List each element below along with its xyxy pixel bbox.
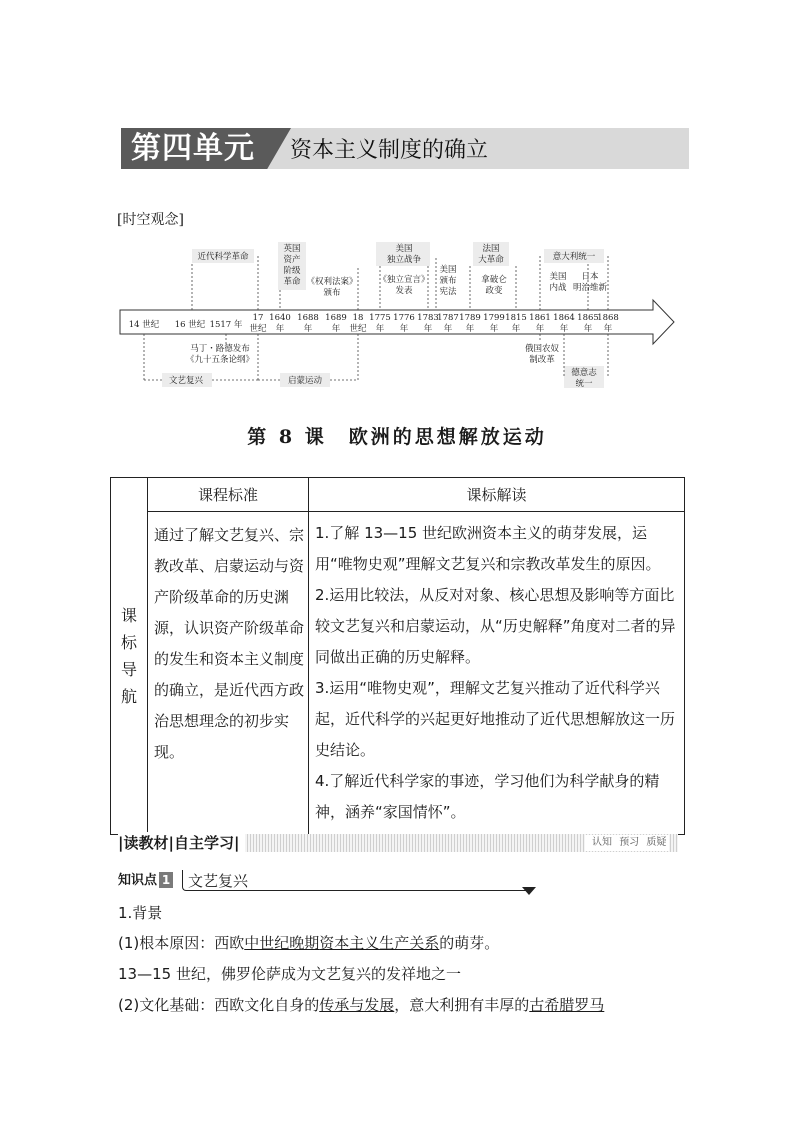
tag-question: 质疑 (646, 837, 667, 848)
axis-label: 年 (559, 324, 569, 334)
event-label: 政变 (485, 286, 503, 296)
event-label: 英国 (283, 244, 301, 254)
underlined-text: 中世纪晚期 (244, 934, 320, 952)
unit-title: 资本主义制度的确立 (290, 138, 489, 163)
event-label: 颁布 (439, 276, 457, 286)
event-label: 美国 (439, 265, 457, 275)
lesson-title: 第 8 课 欧洲的思想解放运动 (247, 426, 547, 448)
axis-label: 16 世纪 (174, 320, 206, 330)
unit-label: 第四单元 (131, 131, 255, 166)
axis-label: 年 (399, 324, 409, 334)
axis-label: 1864 (553, 313, 575, 323)
knowledge-point-text: 知识点 (118, 873, 158, 888)
side-label-char: 航 (120, 687, 137, 706)
axis-label: 1868 (597, 313, 619, 323)
axis-label: 年 (375, 324, 385, 334)
text-span: 的萌芽。 (439, 934, 500, 952)
event-label: 美国 (395, 244, 413, 254)
axis-label: 年 (511, 324, 521, 334)
event-label: 美国 (549, 272, 567, 282)
event-label: 资产 (283, 255, 301, 265)
underlined-text: 古希腊罗马 (529, 996, 605, 1014)
axis-label: 年 (275, 324, 285, 334)
event-label: 马丁・路德发布 (190, 344, 250, 354)
axis-label: 1799 (483, 313, 505, 323)
tag-recognize: 认知 (592, 837, 612, 848)
text-span: (2)文化基础：西欧文化自身的 (118, 996, 320, 1014)
event-label: 大革命 (478, 255, 504, 265)
read-tags (585, 835, 669, 851)
course-guide-table (110, 477, 685, 835)
reading-item: 2.运用比较法，从反对对象、核心思想及影响等方面比较文艺复兴和启蒙运动，从“历史解释”角度对二者的异同做出正确的历史解释。 (315, 586, 676, 666)
knowledge-point-underline (188, 890, 526, 891)
underlined-text: 资本主义生产关系 (319, 934, 440, 952)
axis-label: 年 (465, 324, 475, 334)
axis-label: 1688 (297, 313, 319, 323)
axis-label: 年 (603, 324, 613, 334)
event-label: 宪法 (439, 287, 457, 297)
event-label: 近代科学革命 (197, 252, 249, 262)
axis-label: 年 (535, 324, 545, 334)
axis-label: 18 (352, 313, 364, 323)
axis-label: 1865 (577, 313, 599, 323)
event-label: 发表 (395, 286, 413, 296)
triangle-icon (522, 887, 536, 895)
event-label: 德意志 (571, 368, 597, 378)
standard-text: 通过了解文艺复兴、宗教改革、启蒙运动与资产阶级革命的历史渊源，认识资产阶级革命的发生和资本主义制度的确立，是近代西方政治思想理念的初步实现。 (148, 512, 309, 835)
underlined-text: 传承与发展 (319, 996, 395, 1014)
event-label: 拿破仑 (481, 275, 507, 285)
reading-cell (309, 512, 685, 835)
side-label-char: 标 (120, 633, 137, 652)
event-label: 革命 (283, 277, 301, 287)
axis-label: 1640 (269, 313, 291, 323)
knowledge-point-title: 文艺复兴 (188, 872, 249, 890)
body-line (118, 994, 604, 1016)
axis-label: 1689 (325, 313, 347, 323)
axis-label: 年 (423, 324, 433, 334)
axis-label: 1861 (529, 313, 551, 323)
axis-label: 1783 (417, 313, 439, 323)
side-label-char: 导 (120, 660, 137, 679)
read-bar-label: |读教材|自主学习| (118, 832, 245, 854)
axis-label: 年 (303, 324, 313, 334)
event-label: 俄国农奴 (524, 344, 560, 354)
event-label: 内战 (549, 283, 567, 293)
axis-label: 年 (443, 324, 453, 334)
reading-item: 4.了解近代科学家的事迹，学习他们为科学献身的精神，涵养“家国情怀”。 (315, 772, 660, 821)
body-line: 13—15 世纪，佛罗伦萨成为文艺复兴的发祥地之一 (118, 965, 461, 983)
event-label: 《独立宣言》 (378, 275, 430, 285)
knowledge-point-number: 1 (159, 872, 173, 888)
event-label: 阶级 (283, 266, 301, 276)
axis-label: 1776 (393, 313, 415, 323)
event-label: 法国 (482, 244, 500, 254)
text-span: (1)根本原因：西欧 (118, 934, 245, 952)
axis-label: 1787 (437, 313, 459, 323)
axis-label: 年 (489, 324, 499, 334)
side-label-cell (111, 478, 148, 835)
axis-label: 1789 (459, 313, 481, 323)
axis-label: 1517 年 (209, 320, 243, 330)
section-tag: [时空观念] (117, 212, 184, 228)
header-reading: 课标解读 (309, 478, 685, 512)
event-label: 统一 (575, 379, 593, 388)
axis-label: 世纪 (349, 324, 367, 334)
axis-label: 17 (252, 313, 264, 323)
event-label: 文艺复兴 (168, 376, 204, 386)
body-line (118, 932, 499, 954)
axis-label: 14 世纪 (128, 320, 160, 330)
axis-label: 世纪 (249, 324, 267, 334)
knowledge-point-label (118, 872, 173, 890)
tag-preview: 预习 (619, 837, 640, 848)
axis-label: 年 (583, 324, 593, 334)
axis-label: 1775 (369, 313, 391, 323)
side-label-char: 课 (120, 606, 137, 625)
event-label: 启蒙运动 (287, 376, 323, 386)
reading-item: 3.运用“唯物史观”，理解文艺复兴推动了近代科学兴起，近代科学的兴起更好地推动了近代思想解放这一历史结论。 (315, 679, 676, 759)
timeline-diagram (118, 238, 678, 388)
event-label: 日本 (581, 272, 599, 282)
event-label: 《九十五条论纲》 (185, 355, 255, 365)
event-label: 明治维新 (572, 283, 608, 293)
text-span: ，意大利拥有丰厚的 (394, 996, 530, 1014)
event-label: 独立战争 (386, 255, 422, 265)
event-label: 颁布 (323, 288, 341, 298)
axis-label: 年 (331, 324, 341, 334)
header-standard: 课程标准 (148, 478, 309, 512)
body-heading: 1.背景 (118, 904, 163, 922)
event-label: 《权利法案》 (306, 277, 358, 287)
event-label: 意大利统一 (552, 252, 596, 262)
event-label: 制改革 (529, 355, 555, 365)
axis-label: 1815 (505, 313, 527, 323)
reading-item: 1.了解 13—15 世纪欧洲资本主义的萌芽发展，运用“唯物史观”理解文艺复兴和宗教改革发生的原因。 (315, 524, 661, 573)
